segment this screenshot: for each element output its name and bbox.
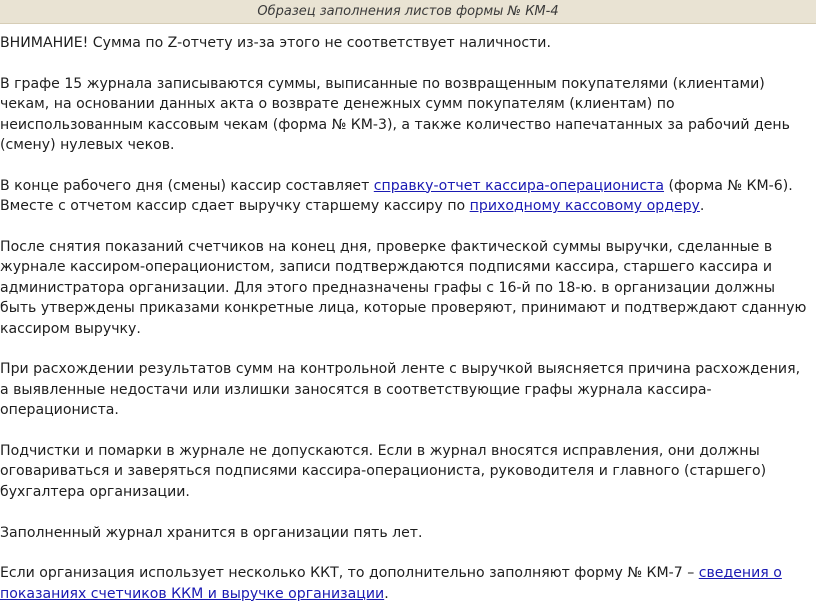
article-body: [0, 33, 812, 604]
link-cash-receipt-order[interactable]: приходному кассовому ордеру: [469, 198, 700, 215]
paragraph-storage: Заполненный журнал хранится в организации пять лет.: [0, 524, 423, 541]
paragraph-text: .: [699, 198, 705, 215]
paragraph-warning: ВНИМАНИЕ! Сумма по Z-отчету из-за этого не соответствует наличности.: [0, 35, 551, 51]
paragraph-text: .: [384, 585, 389, 602]
page-header: [0, 0, 816, 24]
page-title: Образец заполнения листов формы № КМ-4: [257, 4, 559, 19]
paragraph-multiple-kkt: [0, 563, 812, 604]
link-km7-counters[interactable]: сведения о показаниях счетчиков ККМ и выручке организации: [0, 565, 782, 602]
link-km6-report[interactable]: справку-отчет кассира-операциониста: [373, 177, 665, 194]
paragraph-text: (форма № КМ-6). Вместе с отчетом кассир сдает выручку старшему кассиру по: [0, 177, 793, 215]
paragraph-signatures: После снятия показаний счетчиков на конец дня, проверке фактической суммы выручки, сделанные в журнале кассиром-операционистом, записи подтверждаются подписями кассира, старшего кассира и администратора организации. Для этого предназначены графы с 16-й по 18-ю. в организации должны быть утверждены приказами конкретные лица, которые проверяют, принимают и подтверждают сданную кассиром выручку.: [0, 239, 807, 337]
paragraph-text: В конце рабочего дня (смены) кассир составляет: [0, 177, 374, 194]
paragraph-discrepancy: При расхождении результатов сумм на контрольной ленте с выручкой выясняется причина расхождения, а выявленные недостачи или излишки заносятся в соответствующие графы журнала кассира-операциониста.: [0, 361, 801, 419]
paragraph-column-15: В графе 15 журнала записываются суммы, выписанные по возвращенным покупателями (клиентами) чекам, на основании данных акта о возврате денежных сумм покупателям (клиентам) по неиспользованным кассовым чекам (форма № КМ-3), а также количество напечатанных за рабочий день (смену) нулевых чеков.: [0, 75, 790, 154]
paragraph-end-of-day: [0, 176, 812, 217]
paragraph-corrections: Подчистки и помарки в журнале не допускаются. Если в журнал вносятся исправления, они должны оговариваться и заверяться подписями кассира-операциониста, руководителя и главного (старшего) бухгалтера организации.: [0, 443, 767, 500]
paragraph-text: Если организация использует несколько ККТ, то дополнительно заполняют форму № КМ-7 –: [0, 565, 699, 582]
